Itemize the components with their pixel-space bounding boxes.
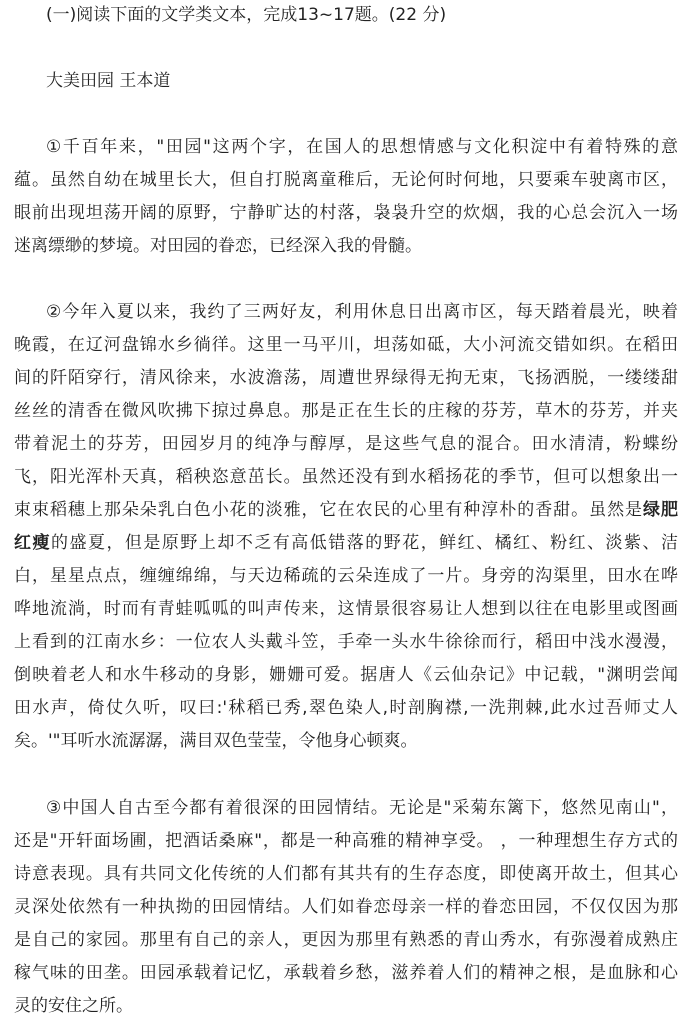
paragraph-line: 上看到的江南水乡：一位农人头戴斗笠，手牵一头水牛徐徐而行，稻田中浅水漫漫，	[14, 632, 678, 652]
paragraph-line: 灵的安住之所。	[14, 996, 133, 1016]
paragraph-line: 带着泥土的芬芳，田园岁月的纯净与醇厚，是这些气息的混合。田水清清，粉蝶纷	[14, 434, 678, 454]
paragraph-line: 迷离缥缈的梦境。对田园的眷恋，已经深入我的骨髓。	[14, 236, 422, 256]
paragraph-line: 诗意表现。具有共同文化传统的人们都有其共有的生存态度，即使离开故土，但其心	[14, 864, 678, 884]
paragraph-line: 倒映着老人和水牛移动的身影，姗姗可爱。据唐人《云仙杂记》中记载，"渊明尝闻	[14, 665, 678, 685]
paragraph-line: 晚霞，在辽河盘锦水乡徜徉。这里一马平川，坦荡如砥，大小河流交错如织。在稻田	[14, 335, 678, 355]
paragraph-line: 蕴。虽然自幼在城里长大，但自打脱离童稚后，无论何时何地，只要乘车驶离市区，	[14, 170, 678, 190]
paragraph-line	[14, 532, 678, 554]
bold-phrase-part: 绿肥	[643, 500, 679, 520]
paragraph-line: 哗地流淌，时而有青蛙呱呱的叫声传来，这情景很容易让人想到以往在电影里或图画	[14, 599, 678, 619]
paragraph-line-text: 的盛夏，但是原野上却不乏有高低错落的野花，鲜红、橘红、粉红、淡紫、洁	[50, 533, 679, 553]
paragraph-line: 白，星星点点，缠缠绵绵，与天边稀疏的云朵连成了一片。身旁的沟渠里，田水在哗	[14, 566, 678, 586]
article-title: 大美田园 王本道	[46, 71, 171, 91]
paragraph-line: 飞，阳光浑朴天真，稻秧恣意茁长。虽然还没有到水稻扬花的季节，但可以想象出一	[14, 467, 678, 487]
paragraph-line: ②今年入夏以来，我约了三两好友，利用休息日出离市区，每天踏着晨光，映着	[46, 302, 678, 322]
paragraph-line: 稼气味的田垄。田园承载着记忆，承载着乡愁，滋养着人们的精神之根，是血脉和心	[14, 963, 678, 983]
paragraph-line	[14, 499, 678, 521]
paragraph-line: 还是"开轩面场圃，把酒话桑麻"，都是一种高雅的精神享受。 ，一种理想生存方式的	[14, 831, 678, 851]
paragraph-line: 田水声，倚仗久听，叹曰:'秫稻已秀,翠色染人,时剖胸襟,一洗荆棘,此水过吾师丈人	[14, 698, 678, 718]
paragraph-line: 丝丝的清香在微风吹拂下掠过鼻息。那是正在生长的庄稼的芬芳，草木的芬芳，并夹	[14, 401, 678, 421]
question-header: (一)阅读下面的文学类文本，完成13~17题。(22 分)	[46, 5, 447, 25]
paragraph-line: 眼前出现坦荡开阔的原野，宁静旷达的村落，袅袅升空的炊烟，我的心总会沉入一场	[14, 203, 678, 223]
paragraph-line-text: 束束稻穗上那朵朵乳白色小花的淡雅，它在农民的心里有种淳朴的香甜。虽然是	[14, 500, 644, 520]
paragraph-line: ①千百年来，"田园"这两个字，在国人的思想情感与文化积淀中有着特殊的意	[46, 137, 678, 157]
paragraph-line: 灵深处依然有一种执拗的田园情结。人们如眷恋母亲一样的眷恋田园，不仅仅因为那	[14, 897, 678, 917]
paragraph-line: 间的阡陌穿行，清风徐来，水波澹荡，周遭世界绿得无拘无束，飞扬洒脱，一缕缕甜	[14, 368, 678, 388]
paragraph-line: ③中国人自古至今都有着很深的田园情结。无论是"采菊东篱下，悠然见南山"，	[46, 798, 678, 818]
bold-phrase-part: 红瘦	[14, 533, 51, 553]
paragraph-line: 矣。'"耳听水流潺潺，满目双色莹莹，令他身心顿爽。	[14, 731, 418, 751]
paragraph-line: 是自己的家园。那里有自己的亲人，更因为那里有熟悉的青山秀水，有弥漫着成熟庄	[14, 930, 678, 950]
